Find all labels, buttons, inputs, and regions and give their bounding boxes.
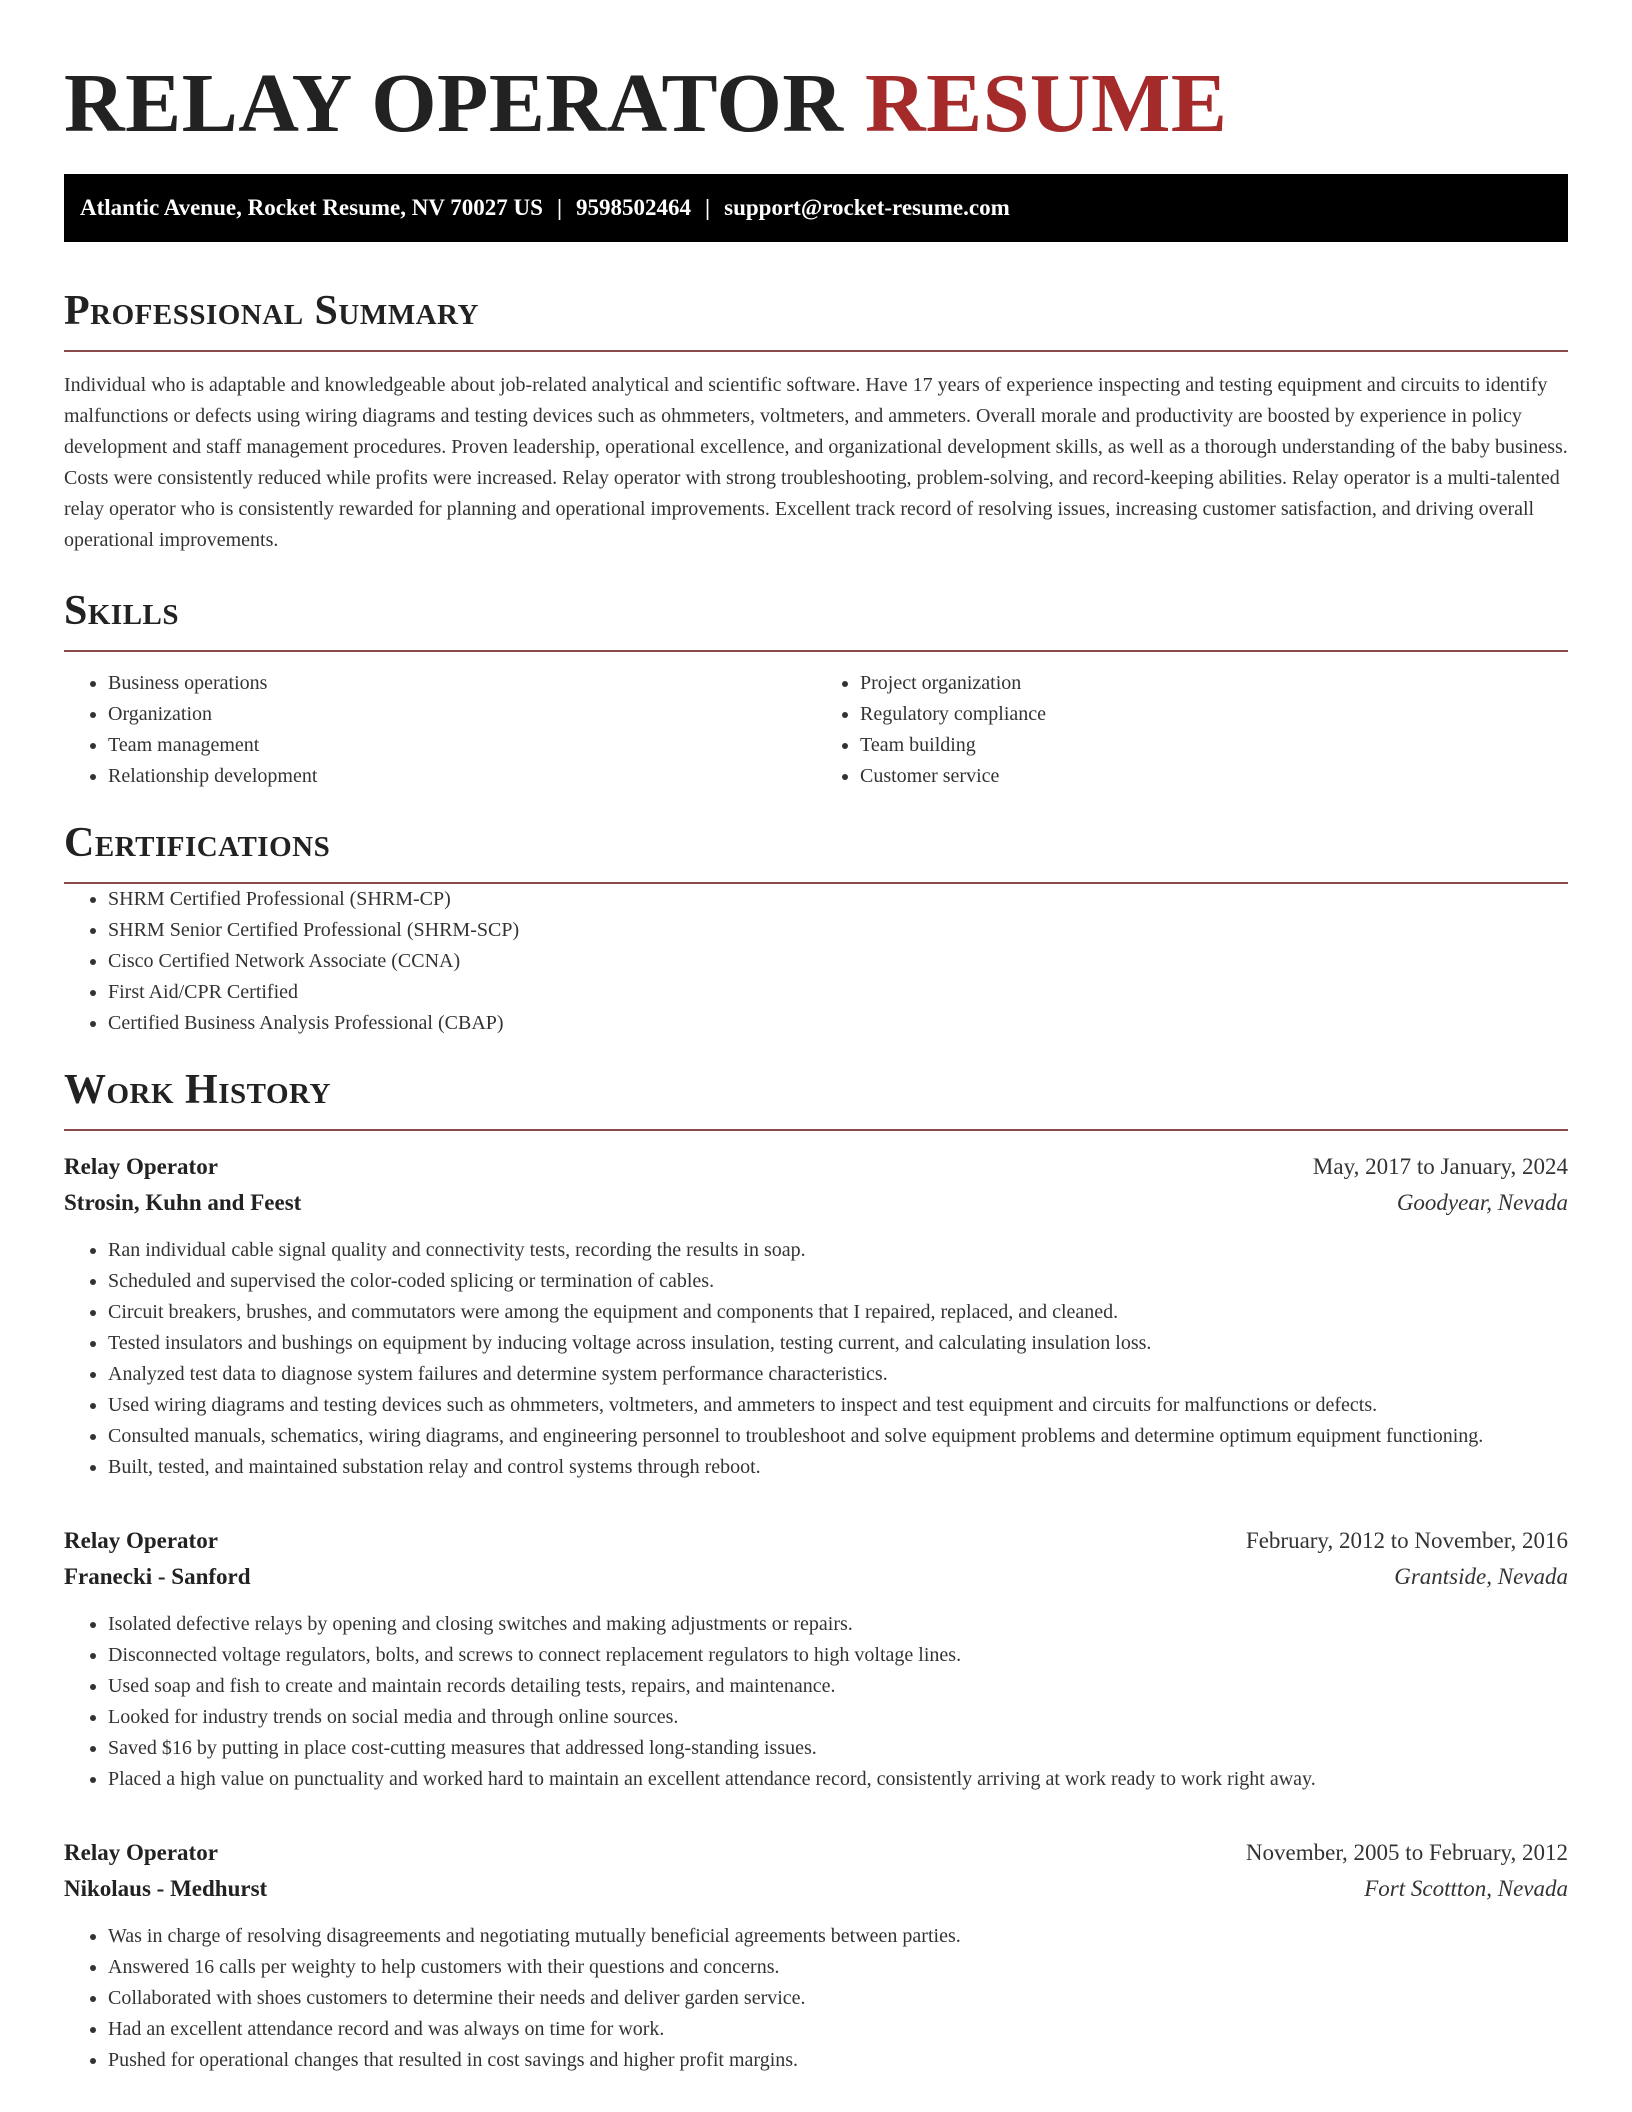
resume-page — [64, 0, 1568, 2076]
job-location: Grantside, Nevada — [1394, 1564, 1568, 1589]
skill-item: • Team management — [108, 730, 816, 761]
job-duties-list — [64, 1609, 1568, 1795]
skill-item: • Project organization — [860, 668, 1568, 699]
job-company-row — [64, 1185, 1568, 1221]
job-duty: • Isolated defective relays by opening and closing switches and making adjustments or repairs. — [108, 1609, 1568, 1640]
job-location: Goodyear, Nevada — [1396, 1190, 1568, 1215]
job-duty: • Consulted manuals, schematics, wiring diagrams, and engineering personnel to troubleshoot and solve equipment problems and determine optimum equipment functioning. — [108, 1421, 1568, 1452]
job-duty: • Built, tested, and maintained substation relay and control systems through reboot. — [108, 1452, 1568, 1483]
job-duties-list — [64, 1921, 1568, 2076]
skill-item: • Customer service — [860, 761, 1568, 792]
skill-item: • Organization — [108, 699, 816, 730]
job-duty: • Saved $16 by putting in place cost-cutting measures that addressed long-standing issues. — [108, 1733, 1568, 1764]
job-title-row — [64, 1523, 1568, 1559]
job-dates: February, 2012 to November, 2016 — [1245, 1528, 1568, 1553]
certification-item: • Certified Business Analysis Professional (CBAP) — [108, 1008, 1568, 1039]
skills-columns — [64, 668, 1568, 792]
job-duty: • Scheduled and supervised the color-coded splicing or termination of cables. — [108, 1266, 1568, 1297]
skills-list-right — [816, 668, 1568, 792]
skill-item: • Team building — [860, 730, 1568, 761]
job-title-row — [64, 1835, 1568, 1871]
job-duty: • Used soap and fish to create and maintain records detailing tests, repairs, and maintenance. — [108, 1671, 1568, 1702]
skill-item: • Regulatory compliance — [860, 699, 1568, 730]
job-role: Relay Operator — [64, 1528, 218, 1553]
job-duty: • Disconnected voltage regulators, bolts, and screws to connect replacement regulators to high voltage lines. — [108, 1640, 1568, 1671]
job-role: Relay Operator — [64, 1154, 218, 1179]
title-main: RELAY OPERATOR — [64, 57, 844, 150]
job-company: Franecki - Sanford — [64, 1564, 251, 1589]
contact-bar — [64, 174, 1568, 242]
job-duty: • Was in charge of resolving disagreements and negotiating mutually beneficial agreements between parties. — [108, 1921, 1568, 1952]
job-duty: • Had an excellent attendance record and was always on time for work. — [108, 2014, 1568, 2045]
job-entry — [64, 1835, 1568, 2076]
certification-item: • First Aid/CPR Certified — [108, 977, 1568, 1008]
certification-item: • SHRM Certified Professional (SHRM-CP) — [108, 884, 1568, 915]
job-duty: • Placed a high value on punctuality and worked hard to maintain an excellent attendance record, consistently arriving at work ready to work right away. — [108, 1764, 1568, 1795]
job-duties-list — [64, 1235, 1568, 1483]
summary-heading: Professional Summary — [64, 286, 1568, 352]
contact-phone: 9598502464 — [576, 195, 692, 220]
certifications-list — [64, 884, 1568, 1039]
contact-separator: | — [705, 195, 711, 220]
job-location: Fort Scottton, Nevada — [1364, 1876, 1568, 1901]
certification-item: • Cisco Certified Network Associate (CCNA) — [108, 946, 1568, 977]
skills-list-left — [64, 668, 816, 792]
skills-heading: Skills — [64, 586, 1568, 652]
job-company: Strosin, Kuhn and Feest — [64, 1190, 302, 1215]
job-duty: • Analyzed test data to diagnose system failures and determine system performance characteristics. — [108, 1359, 1568, 1390]
contact-email: support@rocket-resume.com — [724, 195, 1010, 220]
skill-item: • Relationship development — [108, 761, 816, 792]
job-company-row — [64, 1559, 1568, 1595]
job-duty: • Looked for industry trends on social media and through online sources. — [108, 1702, 1568, 1733]
job-entry — [64, 1149, 1568, 1483]
job-duty: • Ran individual cable signal quality and connectivity tests, recording the results in soap. — [108, 1235, 1568, 1266]
summary-text: Individual who is adaptable and knowledgeable about job-related analytical and scientific software. Have 17 years of experience inspecting and testing equipment and circuits to identify malfunctions or defects using wiring diagrams and testing devices such as ohmmeters, voltmeters, and ammeters. Overall morale and productivity are boosted by experience in policy development and staff management procedures. Proven leadership, operational excellence, and organizational development skills, as well as a thorough understanding of the baby business. Costs were consistently reduced while profits were increased. Relay operator with strong troubleshooting, problem-solving, and record-keeping abilities. Relay operator is a multi-talented relay operator who is consistently rewarded for planning and operational improvements. Excellent track record of resolving issues, increasing customer satisfaction, and driving overall operational improvements. — [64, 374, 1568, 551]
job-role: Relay Operator — [64, 1840, 218, 1865]
skill-item: • Business operations — [108, 668, 816, 699]
job-entry — [64, 1523, 1568, 1795]
contact-separator: | — [556, 195, 563, 220]
resume-title — [64, 0, 1568, 150]
job-title-row — [64, 1149, 1568, 1185]
job-duty: • Collaborated with shoes customers to determine their needs and deliver garden service. — [108, 1983, 1568, 2014]
job-duty: • Used wiring diagrams and testing devices such as ohmmeters, voltmeters, and ammeters to inspect and test equipment and circuits for malfunctions or defects. — [108, 1390, 1568, 1421]
job-company-row — [64, 1871, 1568, 1907]
contact-address: Atlantic Avenue, Rocket Resume, NV 70027 US — [80, 195, 543, 220]
job-duty: • Circuit breakers, brushes, and commutators were among the equipment and components that I repaired, replaced, and cleaned. — [108, 1297, 1568, 1328]
work-history-heading: Work History — [64, 1065, 1568, 1131]
job-dates: May, 2017 to January, 2024 — [1312, 1154, 1568, 1179]
certification-item: • SHRM Senior Certified Professional (SHRM-SCP) — [108, 915, 1568, 946]
job-company: Nikolaus - Medhurst — [64, 1876, 268, 1901]
job-duty: • Tested insulators and bushings on equipment by inducing voltage across insulation, testing current, and calculating insulation loss. — [108, 1328, 1568, 1359]
certifications-heading: Certifications — [64, 818, 1568, 884]
job-duty: • Answered 16 calls per weighty to help customers with their questions and concerns. — [108, 1952, 1568, 1983]
title-accent: RESUME — [865, 57, 1228, 150]
job-dates: November, 2005 to February, 2012 — [1245, 1840, 1568, 1865]
job-duty: • Pushed for operational changes that resulted in cost savings and higher profit margins. — [108, 2045, 1568, 2076]
